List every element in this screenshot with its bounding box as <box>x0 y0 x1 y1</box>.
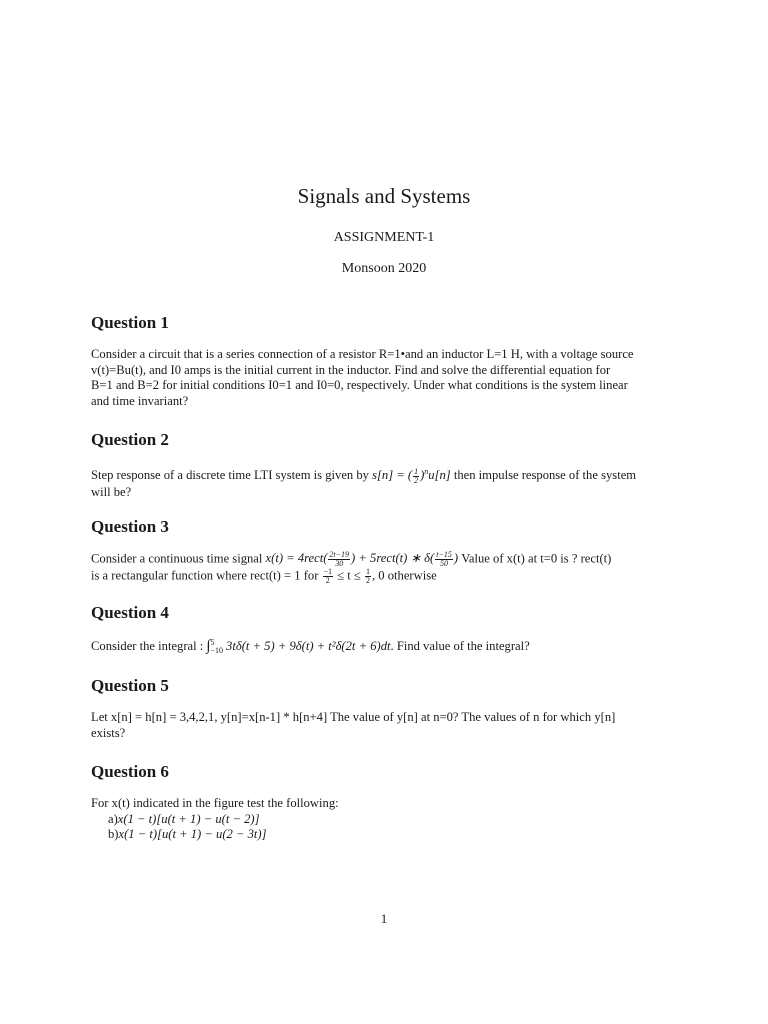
assignment-label: ASSIGNMENT-1 <box>333 230 435 245</box>
lower-limit: −10 <box>210 646 224 656</box>
question-3-heading: Question 3 <box>91 517 169 536</box>
integral-sign: ∫ <box>206 638 211 654</box>
question-4-line <box>91 639 679 655</box>
question-6-intro: For x(t) indicated in the figure test the following: <box>91 796 339 810</box>
question-3-text: , 0 otherwise <box>371 568 437 583</box>
question-1 <box>91 313 679 409</box>
question-1-heading: Question 1 <box>91 313 169 332</box>
question-2-text: then impulse response of the system <box>450 468 637 483</box>
question-2-line: will be? <box>91 484 132 499</box>
fraction-numerator: 1 <box>414 466 419 476</box>
question-3 <box>91 517 679 585</box>
question-6-heading: Question 6 <box>91 762 169 781</box>
question-1-line: Consider a circuit that is a series connection of a resistor R=1•and an inductor L=1 H, with a voltage source <box>91 347 634 361</box>
question-5-line: exists? <box>91 725 126 740</box>
item-formula: x(1 − t)[u(t + 1) − u(2 − 3t)] <box>118 827 267 841</box>
formula-part: s[n] = ( <box>372 468 413 483</box>
question-1-body <box>91 347 679 409</box>
fraction-numerator: −1 <box>323 567 333 576</box>
question-1-line: B=1 and B=2 for initial conditions I0=1 and I0=0, respectively. Under what conditions is the system linear <box>91 378 628 392</box>
question-2-body <box>91 464 679 500</box>
fraction-numerator: t−15 <box>436 550 452 559</box>
fraction-denominator: 2 <box>325 576 330 585</box>
question-3-text: is a rectangular function where rect(t) = 1 for <box>91 568 322 583</box>
question-3-text: Consider a continuous time signal <box>91 551 266 566</box>
formula-part: ) <box>453 551 459 566</box>
question-3-line <box>91 568 679 585</box>
question-4-body <box>91 639 679 655</box>
question-4-text: . Find value of the integral? <box>390 639 530 653</box>
fraction-denominator: 2 <box>414 475 419 485</box>
item-label: b) <box>108 827 119 841</box>
signal-formula <box>265 550 459 568</box>
question-3-line <box>91 551 679 568</box>
fraction-denominator: 30 <box>335 559 344 568</box>
fraction-denominator: 50 <box>440 559 449 568</box>
question-6-body <box>91 796 679 843</box>
question-3-text: Value of x(t) at t=0 is ? rect(t) <box>458 551 612 566</box>
question-2-text: Step response of a discrete time LTI system is given by <box>91 468 373 483</box>
integral-expression: 3tδ(t + 5) + 9δ(t) + t²δ(2t + 6)dt <box>226 639 391 653</box>
question-2-line <box>91 464 679 485</box>
question-4-heading: Question 4 <box>91 603 169 622</box>
fraction <box>365 568 371 585</box>
fraction-numerator: 1 <box>365 567 370 576</box>
formula-part: u[n] <box>428 468 451 483</box>
question-4 <box>91 603 679 655</box>
formula-part: ) + 5rect(t) ∗ δ( <box>351 551 435 566</box>
integral-limits <box>211 639 224 655</box>
exponent: n <box>424 467 429 476</box>
formula-part: ) <box>420 468 425 483</box>
question-5-line: Let x[n] = h[n] = 3,4,2,1, y[n]=x[n-1] * h[n+4] The value of y[n] at n=0? The values of n for which y[n] <box>91 710 616 724</box>
document-title: Signals and Systems <box>297 184 471 208</box>
question-5-heading: Question 5 <box>91 676 169 695</box>
fraction <box>328 551 350 568</box>
item-formula: x(1 − t)[u(t + 1) − u(t − 2)] <box>117 811 260 826</box>
step-response-formula <box>372 466 451 485</box>
question-6-item-a <box>91 812 679 828</box>
fraction <box>323 568 334 585</box>
question-3-text: ≤ t ≤ <box>334 568 364 583</box>
upper-limit: 5 <box>210 638 215 648</box>
fraction <box>413 468 419 485</box>
question-3-body <box>91 551 679 585</box>
fraction-denominator: 2 <box>365 576 370 585</box>
question-5-body <box>91 710 679 741</box>
semester-label: Monsoon 2020 <box>341 261 427 276</box>
question-6 <box>91 762 679 843</box>
question-1-line: and time invariant? <box>91 393 189 408</box>
question-4-text: Consider the integral : <box>91 639 207 653</box>
item-label: a) <box>108 811 118 826</box>
question-5 <box>91 676 679 741</box>
question-2-heading: Question 2 <box>91 430 169 449</box>
formula-part: x(t) = 4rect( <box>265 551 328 566</box>
question-2 <box>91 430 679 500</box>
fraction-numerator: 2t−19 <box>329 550 350 559</box>
fraction <box>435 551 453 568</box>
question-1-line: v(t)=Bu(t), and I0 amps is the initial current in the inductor. Find and solve the differential equation for <box>91 362 611 377</box>
question-6-item-b <box>91 827 679 843</box>
page-number: 1 <box>380 911 388 926</box>
